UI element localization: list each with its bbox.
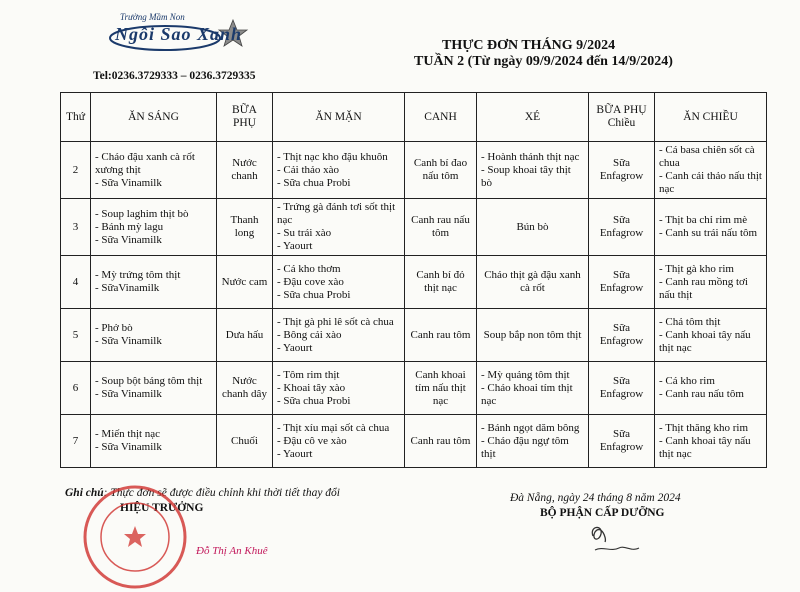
col-afternoon-snack-header: BỮA PHỤ Chiều: [589, 93, 655, 142]
breakfast-cell: [91, 256, 217, 309]
table-row: [61, 199, 767, 256]
menu-line: - Su trái xào: [277, 227, 332, 239]
col-xe-header: XÉ: [477, 93, 589, 142]
menu-line: - Trứng gà đánh tơi sốt thịt nạc: [277, 201, 396, 226]
menu-line: - Canh rau mồng tơi nấu thịt: [659, 275, 748, 301]
menu-line: - Mỳ quảng tôm thịt: [481, 368, 570, 381]
main-dish-cell: [273, 199, 405, 256]
dinner-cell: [655, 256, 767, 309]
menu-line: - Yaourt: [277, 240, 313, 252]
breakfast-cell: [91, 199, 217, 256]
snack-cell: Chuối: [217, 415, 273, 468]
soup-cell: Canh khoai tím nấu thịt nạc: [405, 362, 477, 415]
snack-cell: Nước cam: [217, 256, 273, 309]
afternoon-snack-cell: Sữa Enfagrow: [589, 199, 655, 256]
menu-line: - Hoành thánh thịt nạc: [481, 150, 580, 163]
phone-line: Tel:0236.3729333 – 0236.3729335: [93, 70, 256, 82]
note-label: Ghi chú: [65, 487, 104, 499]
soup-cell: Canh rau tôm: [405, 415, 477, 468]
principal-label: HIỆU TRƯỞNG: [120, 502, 204, 514]
menu-line: - SữaVinamilk: [95, 282, 160, 294]
menu-table: [60, 92, 767, 468]
school-logo: [105, 12, 255, 62]
menu-line: - Canh su trái nấu tôm: [659, 227, 758, 239]
menu-line: - Sữa Vinamilk: [95, 441, 162, 453]
menu-line: - Sữa chua Probi: [277, 176, 351, 189]
breakfast-cell: [91, 415, 217, 468]
menu-line: - Sữa Vinamilk: [95, 388, 162, 400]
col-dinner-header: ĂN CHIỀU: [655, 93, 767, 142]
col-main-header: ĂN MẶN: [273, 93, 405, 142]
menu-line: - Bánh mỳ lagu: [95, 220, 164, 233]
menu-line: - Thịt xíu mại sốt cà chua: [277, 421, 390, 434]
main-dish-cell: [273, 142, 405, 199]
department-signature: [585, 522, 655, 556]
menu-line: - Cá basa chiên sốt cà chua: [659, 144, 755, 169]
menu-line: - Khoai tây xào: [277, 381, 346, 394]
dinner-cell: [655, 309, 767, 362]
day-cell: 5: [61, 309, 91, 362]
menu-line: - Thịt gà phi lê sốt cà chua: [277, 315, 394, 328]
afternoon-snack-cell: Sữa Enfagrow: [589, 415, 655, 468]
menu-line: - Đậu cove xào: [277, 275, 344, 288]
menu-line: - Soup khoai tây thịt bò: [481, 163, 571, 189]
xe-cell: [477, 199, 589, 256]
day-cell: 6: [61, 362, 91, 415]
menu-line: Bún bò: [516, 220, 549, 233]
menu-line: - Sữa Vinamilk: [95, 335, 162, 347]
soup-cell: Canh rau tôm: [405, 309, 477, 362]
logo-tagline: Trường Mầm Non: [120, 12, 185, 22]
afternoon-snack-cell: Sữa Enfagrow: [589, 256, 655, 309]
menu-line: - Miến thịt nạc: [95, 428, 161, 440]
xe-cell: [477, 256, 589, 309]
menu-line: - Thịt nạc kho đậu khuôn: [277, 150, 388, 163]
logo-name: Ngôi Sao Xanh: [115, 24, 243, 44]
table-header-row: [61, 93, 767, 142]
day-cell: 4: [61, 256, 91, 309]
menu-line: Soup bắp non tôm thịt: [483, 328, 582, 341]
menu-line: - Cá kho thơm: [277, 262, 341, 275]
page-title: THỰC ĐƠN THÁNG 9/2024: [442, 38, 616, 53]
menu-line: - Thịt thăng kho rim: [659, 421, 749, 434]
menu-line: - Thịt gà kho rim: [659, 262, 734, 275]
col-breakfast-header: ĂN SÁNG: [91, 93, 217, 142]
xe-cell: [477, 309, 589, 362]
main-dish-cell: [273, 415, 405, 468]
main-dish-cell: [273, 256, 405, 309]
xe-cell: [477, 415, 589, 468]
dinner-cell: [655, 142, 767, 199]
menu-line: Cháo thịt gà đậu xanh cà rốt: [484, 269, 581, 294]
afternoon-snack-cell: Sữa Enfagrow: [589, 309, 655, 362]
menu-line: - Soup bột báng tôm thịt: [95, 375, 203, 387]
main-dish-cell: [273, 362, 405, 415]
menu-line: - Canh rau nấu tôm: [659, 388, 744, 400]
menu-line: - Yaourt: [277, 447, 313, 460]
date-line: Đà Nẵng, ngày 24 tháng 8 năm 2024: [510, 492, 681, 504]
menu-line: - Canh cải thảo nấu thịt nạc: [659, 170, 762, 195]
department-label: BỘ PHẬN CẤP DƯỠNG: [540, 507, 665, 519]
xe-cell: [477, 142, 589, 199]
menu-line: - Cá kho rim: [659, 375, 715, 387]
breakfast-cell: [91, 309, 217, 362]
menu-line: - Canh khoai tây nấu thịt nạc: [659, 434, 751, 460]
menu-line: - Sữa chua Probi: [277, 394, 351, 407]
menu-line: - Đậu cô ve xào: [277, 434, 347, 447]
table-row: [61, 415, 767, 468]
menu-line: - Chả tôm thịt: [659, 315, 721, 328]
breakfast-cell: [91, 362, 217, 415]
table-row: [61, 256, 767, 309]
day-cell: 7: [61, 415, 91, 468]
main-dish-cell: [273, 309, 405, 362]
dinner-cell: [655, 199, 767, 256]
menu-line: - Phở bò: [95, 322, 133, 334]
menu-line: - Bông cải xào: [277, 328, 342, 341]
xe-cell: [477, 362, 589, 415]
snack-cell: Nước chanh: [217, 142, 273, 199]
afternoon-snack-cell: Sữa Enfagrow: [589, 142, 655, 199]
dinner-cell: [655, 415, 767, 468]
menu-line: - Sữa Vinamilk: [95, 176, 162, 189]
snack-cell: Nước chanh dây: [217, 362, 273, 415]
col-day-header: Thứ: [61, 93, 91, 142]
school-seal-stamp: [80, 482, 190, 592]
snack-cell: Thanh long: [217, 199, 273, 256]
menu-line: - Cải thảo xào: [277, 163, 340, 176]
menu-line: - Tôm rim thịt: [277, 368, 340, 381]
col-snack-header: BỮA PHỤ: [217, 93, 273, 142]
table-row: [61, 142, 767, 199]
page-subtitle: TUẦN 2 (Từ ngày 09/9/2024 đến 14/9/2024): [414, 54, 673, 69]
soup-cell: Canh bí đao nấu tôm: [405, 142, 477, 199]
menu-line: - Cháo đậu ngự tôm thịt: [481, 434, 569, 460]
menu-line: - Cháo đậu xanh cà rốt xương thịt: [95, 150, 195, 176]
menu-line: - Sữa chua Probi: [277, 288, 351, 301]
menu-line: - Mỳ trứng tôm thịt: [95, 269, 181, 281]
breakfast-cell: [91, 142, 217, 199]
menu-line: - Thịt ba chỉ rim mè: [659, 214, 748, 226]
menu-line: - Sữa Vinamilk: [95, 233, 162, 246]
table-row: [61, 362, 767, 415]
day-cell: 2: [61, 142, 91, 199]
day-cell: 3: [61, 199, 91, 256]
menu-line: - Bánh ngọt dăm bông: [481, 421, 580, 434]
table-row: [61, 309, 767, 362]
menu-line: - Cháo khoai tím thịt nạc: [481, 381, 573, 407]
menu-line: - Yaourt: [277, 341, 313, 354]
col-soup-header: CANH: [405, 93, 477, 142]
snack-cell: Dưa hấu: [217, 309, 273, 362]
menu-line: - Canh khoai tây nấu thịt nạc: [659, 328, 751, 354]
principal-name: Đỗ Thị An Khuê: [196, 545, 268, 557]
dinner-cell: [655, 362, 767, 415]
note-text: : Thực đơn sẽ được điều chỉnh khi thời tiết thay đổi: [103, 487, 340, 499]
menu-line: - Soup laghim thịt bò: [95, 207, 189, 220]
soup-cell: Canh rau nấu tôm: [405, 199, 477, 256]
soup-cell: Canh bí đỏ thịt nạc: [405, 256, 477, 309]
afternoon-snack-cell: Sữa Enfagrow: [589, 362, 655, 415]
